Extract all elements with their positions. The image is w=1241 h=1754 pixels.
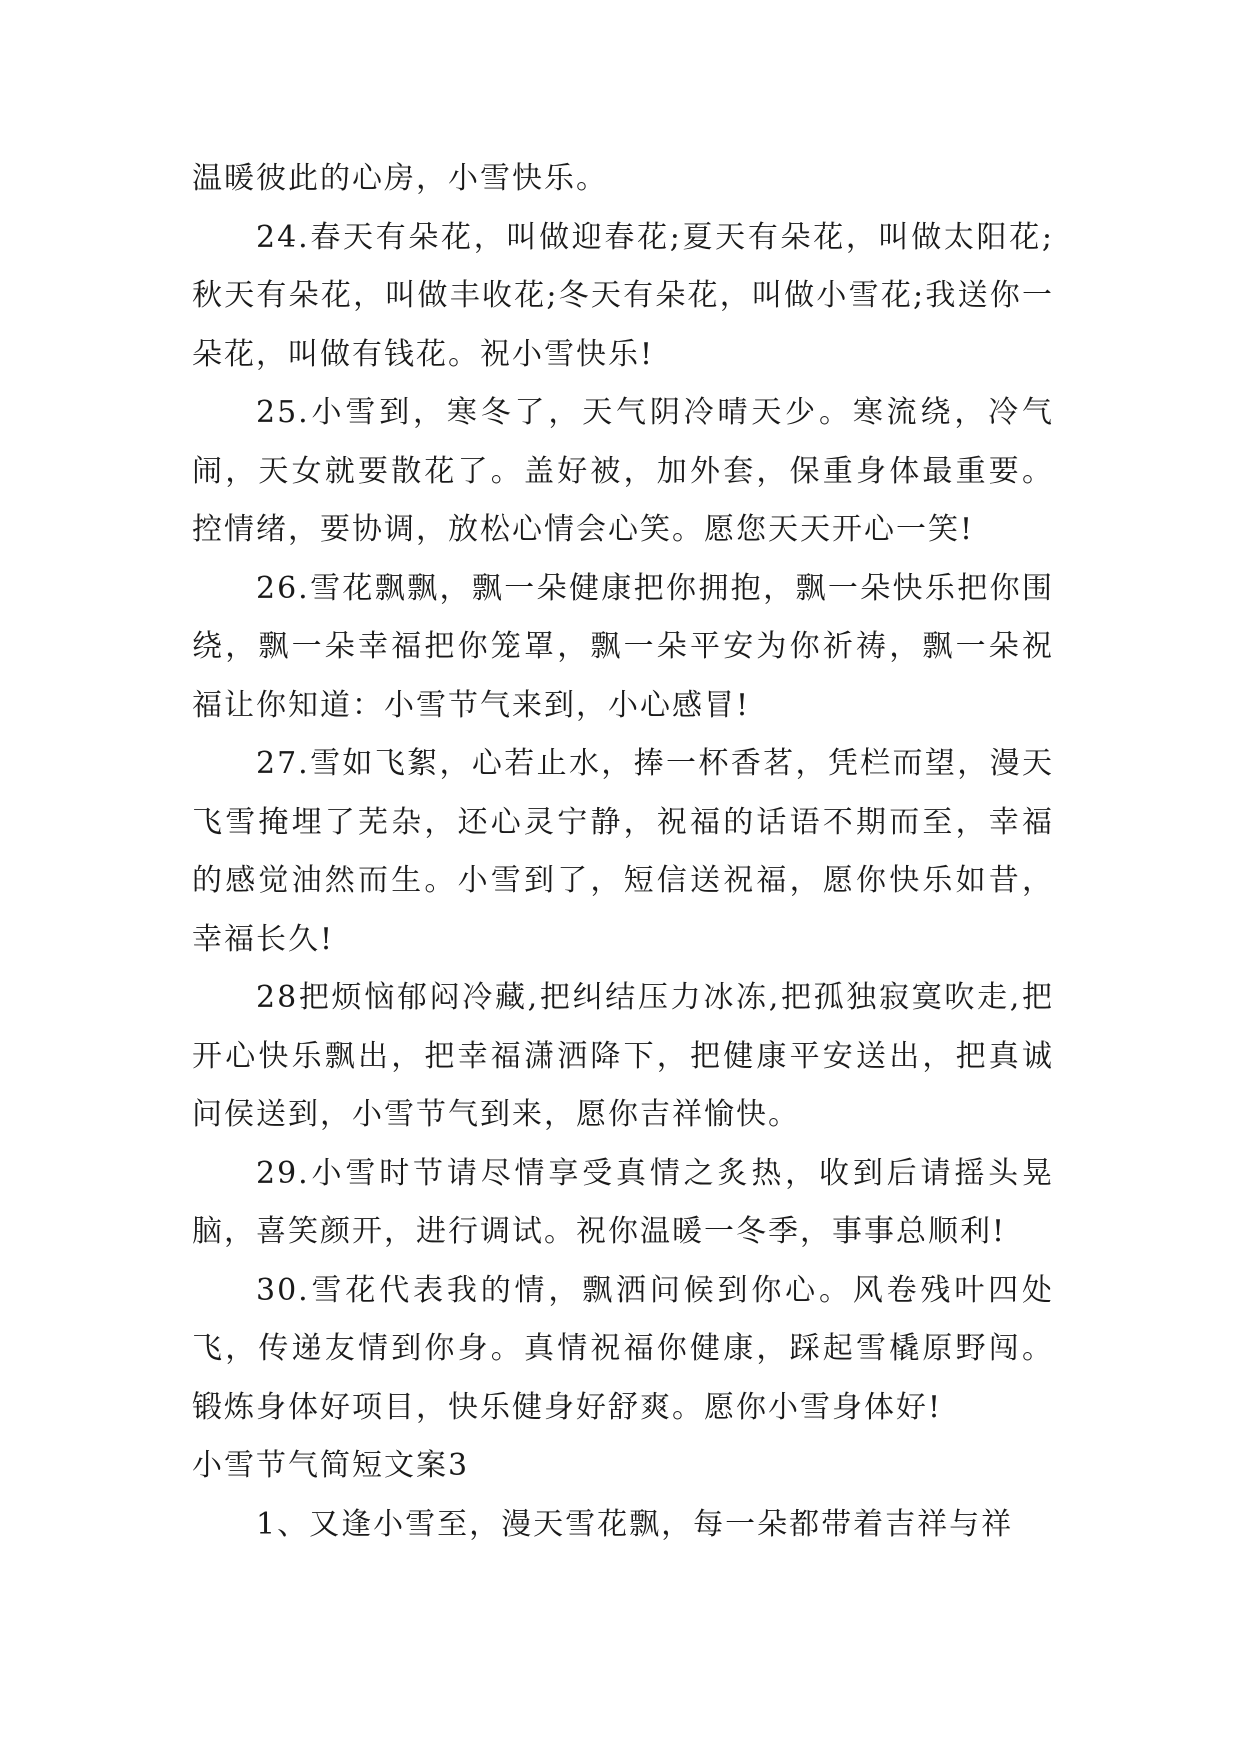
paragraph-item-29: 29.小雪时节请尽情享受真情之炙热，收到后请摇头晃脑，喜笑颜开，进行调试。祝你温暖一冬季，事事总顺利! [192,1155,1054,1249]
document-page [192,150,1054,1554]
paragraph-continuation: 温暖彼此的心房，小雪快乐。 [192,161,608,196]
paragraph-item-1: 1、又逢小雪至，漫天雪花飘，每一朵都带着吉祥与祥 [256,1506,1014,1542]
paragraph-item-27: 27.雪如飞絮，心若止水，捧一杯香茗，凭栏而望，漫天飞雪掩埋了芜杂，还心灵宁静，祝福的话语不期而至，幸福的感觉油然而生。小雪到了，短信送祝福，愿你快乐如昔，幸福长久! [192,746,1054,957]
paragraph-item-24: 24.春天有朵花，叫做迎春花;夏天有朵花，叫做太阳花;秋天有朵花，叫做丰收花;冬天有朵花，叫做小雪花;我送你一朵花，叫做有钱花。祝小雪快乐! [192,219,1054,372]
paragraph-item-26: 26.雪花飘飘，飘一朵健康把你拥抱，飘一朵快乐把你围绕，飘一朵幸福把你笼罩，飘一朵平安为你祈祷，飘一朵祝福让你知道：小雪节气来到，小心感冒! [192,570,1054,723]
paragraph-item-25: 25.小雪到，寒冬了，天气阴冷晴天少。寒流绕，冷气闹，天女就要散花了。盖好被，加外套，保重身体最重要。控情绪，要协调，放松心情会心笑。愿您天天开心一笑! [192,395,1054,547]
paragraph-item-30: 30.雪花代表我的情，飘洒问候到你心。风卷残叶四处飞，传递友情到你身。真情祝福你健康，踩起雪橇原野闯。锻炼身体好项目，快乐健身好舒爽。愿你小雪身体好! [192,1272,1054,1425]
section-heading: 小雪节气简短文案3 [192,1448,470,1483]
paragraph-item-28: 28把烦恼郁闷冷藏,把纠结压力冰冻,把孤独寂寞吹走,把开心快乐飘出，把幸福潇洒降下，把健康平安送出，把真诚问侯送到，小雪节气到来，愿你吉祥愉快。 [192,980,1054,1132]
